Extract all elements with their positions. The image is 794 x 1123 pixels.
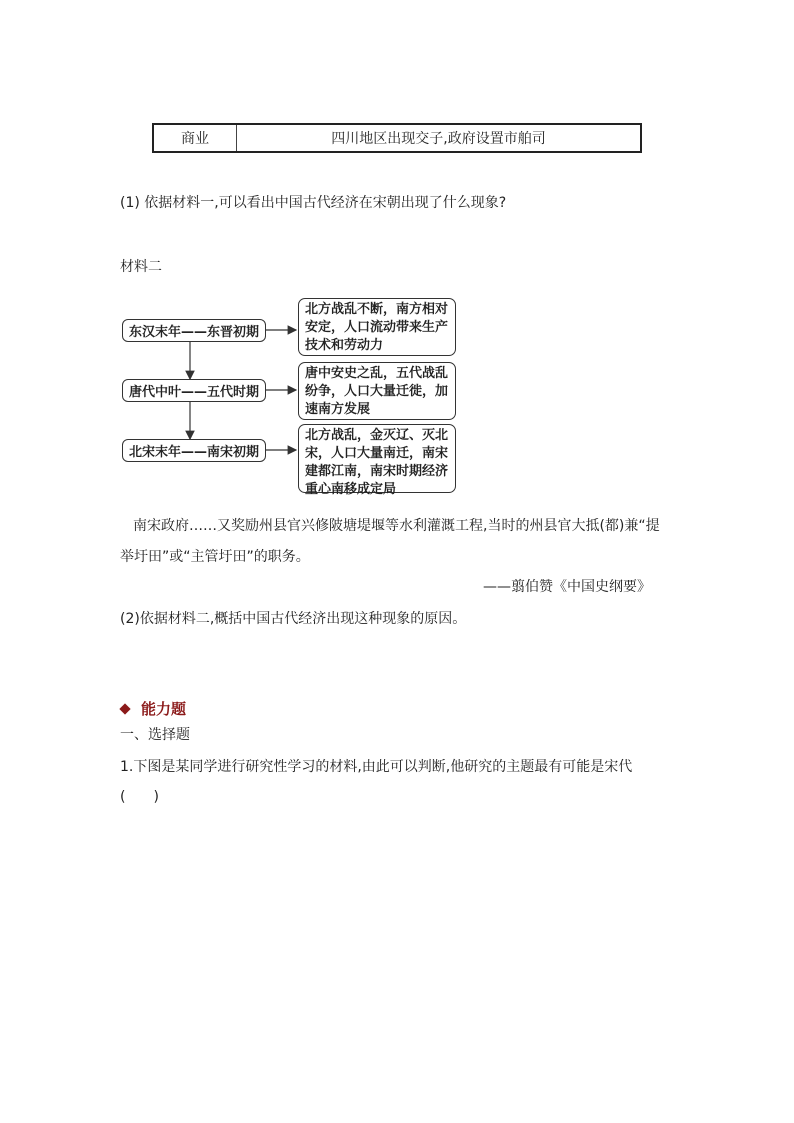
- commerce-table-row: [152, 123, 642, 153]
- reason-box-3-line: 重心南移成定局: [305, 482, 397, 497]
- reason-box-2-line: 纷争，人口大量迁徙，加: [305, 384, 449, 399]
- quote-line-2: 举圩田”或“主管圩田”的职务。: [120, 549, 310, 565]
- reason-box-2-line: 唐中安史之乱，五代战乱: [305, 366, 449, 381]
- section-title: 能力题: [141, 700, 187, 718]
- table-cell-category: 商业: [154, 125, 237, 151]
- quote-source: ——翦伯赞《中国史纲要》: [483, 579, 651, 595]
- reason-box-1-line: 安定，人口流动带来生产: [305, 320, 449, 335]
- material-2-title: 材料二: [120, 259, 162, 275]
- reason-box-3-line: 北方战乱，金灭辽、灭北: [305, 428, 449, 443]
- answer-blank: ( ): [120, 789, 159, 805]
- table-cell-content: 四川地区出现交子,政府设置市舶司: [331, 131, 546, 147]
- question-1: (1) 依据材料一,可以看出中国古代经济在宋朝出现了什么现象?: [120, 195, 507, 211]
- quote-line-1: 南宋政府……又奖励州县官兴修陂塘堤堰等水利灌溉工程,当时的州县官大抵(都)兼“提: [133, 518, 660, 534]
- reason-box-3-line: 宋，人口大量南迁，南宋: [305, 446, 449, 461]
- reason-box-1-line: 北方战乱不断，南方相对: [305, 302, 449, 317]
- section-header: [121, 698, 186, 719]
- reason-box-1: [298, 298, 456, 356]
- reason-box-3-line: 建都江南，南宋时期经济: [305, 464, 449, 479]
- section-subtitle: 一、选择题: [120, 727, 190, 743]
- reason-box-3: [298, 424, 456, 497]
- question-3: 1.下图是某同学进行研究性学习的材料,由此可以判断,他研究的主题最有可能是宋代: [120, 759, 633, 775]
- question-2: (2)依据材料二,概括中国古代经济出现这种现象的原因。: [120, 611, 467, 627]
- period-box-1: 东汉末年——东晋初期: [122, 319, 266, 342]
- diamond-bullet-icon: [119, 703, 130, 714]
- reason-box-2-line: 速南方发展: [305, 402, 371, 417]
- reason-box-2: [298, 362, 456, 420]
- period-box-2: 唐代中叶——五代时期: [122, 379, 266, 402]
- reason-box-1-line: 技术和劳动力: [305, 338, 384, 353]
- period-box-3: 北宋末年——南宋初期: [122, 439, 266, 462]
